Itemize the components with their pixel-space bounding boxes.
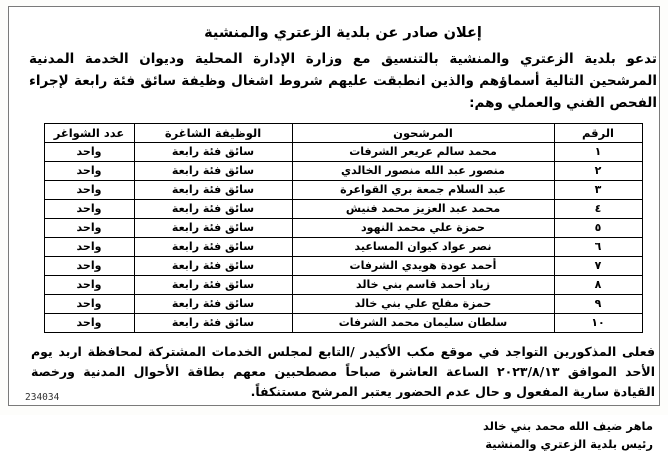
cell-vacancies: واحد: [44, 294, 134, 313]
column-header-vacancies: عدد الشواغر: [44, 123, 134, 142]
attendance-note: فعلى المذكورين التواجد في موقع مكب الأكيدر /التابع لمجلس الخدمات المشتركة لمحافظة اربد يوم الأحد الموافق ٢٠٢٣/٨/١٣ الساعة العاشرة صباحاً مصطحبين معهم بطاقة الأحوال المدنية ورخصة القيادة سارية المفعول و حال عدم الحضور يعتبر المرشح مستنكفاً.: [31, 343, 655, 399]
document-number: 234034: [25, 392, 60, 403]
cell-number: ٤: [554, 199, 642, 218]
cell-candidate: زياد أحمد قاسم بني خالد: [292, 275, 554, 294]
cell-number: ٣: [554, 180, 642, 199]
cell-candidate: نصر عواد كيوان المساعيد: [292, 237, 554, 256]
cell-number: ٢: [554, 161, 642, 180]
cell-candidate: محمد سالم عريعر الشرفات: [292, 142, 554, 161]
cell-candidate: حمزة مفلح علي بني خالد: [292, 294, 554, 313]
cell-candidate: حمزة علي محمد النهود: [292, 218, 554, 237]
column-header-candidates: المرشحون: [292, 123, 554, 142]
cell-position: سائق فئة رابعة: [134, 199, 292, 218]
cell-number: ٨: [554, 275, 642, 294]
cell-vacancies: واحد: [44, 180, 134, 199]
cell-candidate: منصور عبد الله منصور الخالدي: [292, 161, 554, 180]
signatory-position: رئيس بلدية الزعتري والمنشية: [485, 436, 653, 451]
table-row: [44, 218, 642, 237]
cell-position: سائق فئة رابعة: [134, 218, 292, 237]
cell-number: ٩: [554, 294, 642, 313]
table-row: [44, 237, 642, 256]
cell-candidate: سلطان سليمان محمد الشرفات: [292, 313, 554, 332]
cell-vacancies: واحد: [44, 161, 134, 180]
table-row: [44, 161, 642, 180]
cell-position: سائق فئة رابعة: [134, 294, 292, 313]
cell-number: ٥: [554, 218, 642, 237]
cell-vacancies: واحد: [44, 237, 134, 256]
cell-position: سائق فئة رابعة: [134, 313, 292, 332]
column-header-position: الوظيفة الشاغرة: [134, 123, 292, 142]
cell-candidate: أحمد عودة هويدي الشرفات: [292, 256, 554, 275]
cell-position: سائق فئة رابعة: [134, 180, 292, 199]
cell-position: سائق فئة رابعة: [134, 256, 292, 275]
signatory-name: ماهر ضيف الله محمد بني خالد: [483, 418, 653, 433]
cell-vacancies: واحد: [44, 256, 134, 275]
cell-candidate: عبد السلام جمعة بري القواعرة: [292, 180, 554, 199]
table-row: [44, 275, 642, 294]
table-row: [44, 142, 642, 161]
document-content: [27, 21, 659, 451]
table-row: [44, 199, 642, 218]
cell-vacancies: واحد: [44, 313, 134, 332]
cell-candidate: محمد عبد العزيز محمد فنيش: [292, 199, 554, 218]
table-row: [44, 313, 642, 332]
cell-number: ٦: [554, 237, 642, 256]
table-row: [44, 180, 642, 199]
table-row: [44, 294, 642, 313]
cell-vacancies: واحد: [44, 275, 134, 294]
table-row: [44, 256, 642, 275]
announcement-title: إعلان صادر عن بلدية الزعتري والمنشية: [204, 25, 482, 41]
cell-number: ١٠: [554, 313, 642, 332]
signature-block: [27, 418, 653, 454]
cell-position: سائق فئة رابعة: [134, 275, 292, 294]
cell-number: ٧: [554, 256, 642, 275]
cell-vacancies: واحد: [44, 218, 134, 237]
announcement-body: تدعو بلدية الزعتري والمنشية بالتنسيق مع وزارة الإدارة المحلية وديوان الخدمة المدنية المرشحين التالية أسماؤهم والذين انطبقت عليهم شروط اشغال وظيفة سائق فئة رابعة لإجراء الفحص الفني والعملي وهم:: [29, 51, 657, 112]
cell-position: سائق فئة رابعة: [134, 237, 292, 256]
document-frame: [8, 6, 660, 451]
cell-position: سائق فئة رابعة: [134, 161, 292, 180]
cell-number: ١: [554, 142, 642, 161]
table-header-row: [44, 123, 642, 142]
cell-vacancies: واحد: [44, 199, 134, 218]
column-header-number: الرقم: [554, 123, 642, 142]
candidates-table: [44, 123, 643, 333]
cell-vacancies: واحد: [44, 142, 134, 161]
cell-position: سائق فئة رابعة: [134, 142, 292, 161]
